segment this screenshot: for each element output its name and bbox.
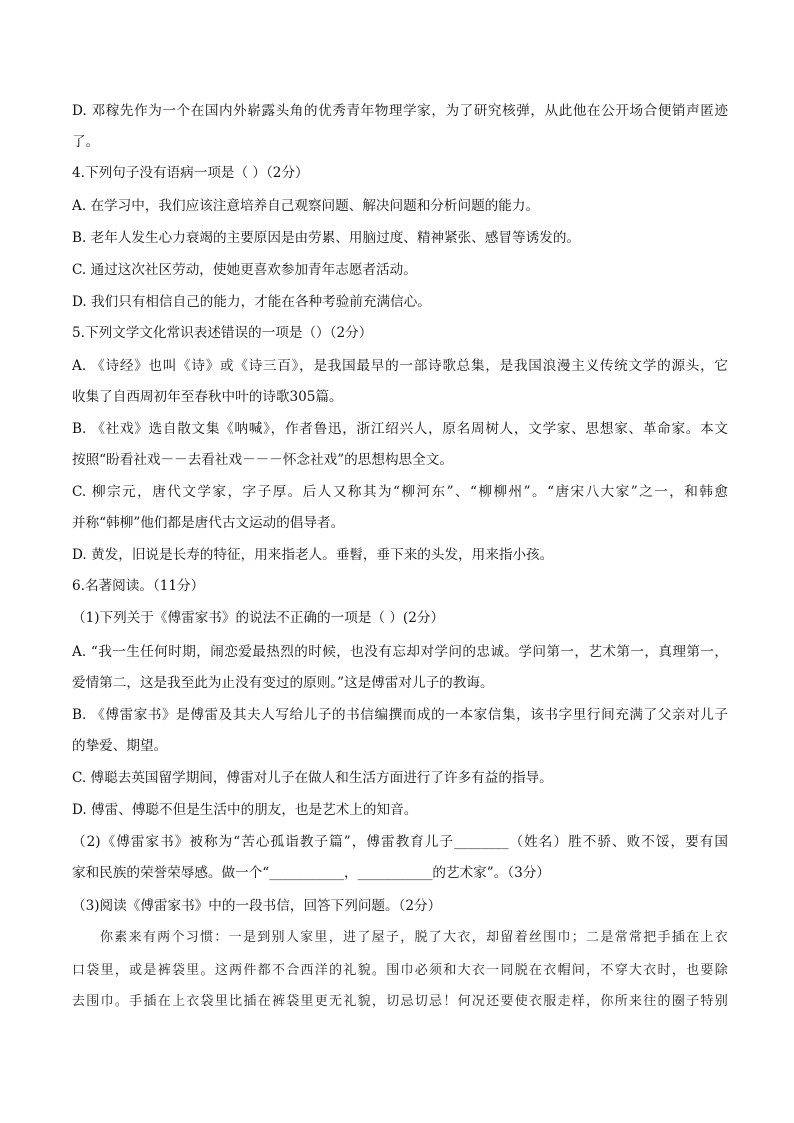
- q4-option-b: B. 老年人发生心力衰竭的主要原因是由劳累、用脑过度、精神紧张、感冒等诱发的。: [72, 230, 581, 246]
- q6-option-b-line1: B. 《傅雷家书》是傅雷及其夫人写给儿子的书信编撰而成的一本家信集，该书字里行间充满了父亲对儿子: [72, 707, 728, 723]
- q5-option-b-line2: 按照“盼看社戏－－去看社戏－－－怀念社戏”的思想构思全文。: [72, 452, 453, 468]
- q6-part3-heading: （3)阅读《傅雷家书》中的一段书信，回答下列问题。（2分）: [72, 898, 442, 914]
- q6-option-a-line1: A. “我一生任何时期，闹恋爱最热烈的时候，也没有忘却对学问的忠诚。学问第一，艺术第一，真理第一，: [72, 644, 728, 660]
- q4-option-d: D. 我们只有相信自己的能力，才能在各种考验前充满信心。: [72, 294, 431, 310]
- q6-part2-line2: 家和民族的荣誉荣辱感。做一个“___________，___________的艺术家”。（3分）: [72, 865, 550, 881]
- question-5-heading: 5.下列文学文化常识表述错误的一项是（）（2分）: [72, 325, 373, 341]
- q6-option-a-line2: 爱情第二，这是我至此为止没有变过的原则。”这是傅雷对儿子的教诲。: [72, 675, 494, 691]
- option-d-q3-line2: 了。: [72, 134, 100, 150]
- letter-excerpt-line3: 去围巾。手插在上衣袋里比插在裤袋里更无礼貌，切忌切忌！何况还要使衣服走样，你所来往的圈子特别: [72, 994, 728, 1009]
- q6-option-b-line2: 的挚爱、期望。: [72, 738, 168, 754]
- option-d-q3-line1: D. 邓稼先作为一个在国内外崭露头角的优秀青年物理学家，为了研究核弹，从此他在公开场合便销声匿迹: [72, 103, 728, 119]
- letter-excerpt-line2: 口袋里，或是裤袋里。这两件都不合西洋的礼貌。围巾必须和大衣一同脱在衣帽间，不穿大衣时，也要除: [72, 963, 728, 978]
- q4-option-c: C. 通过这次社区劳动，使她更喜欢参加青年志愿者活动。: [72, 262, 417, 278]
- q5-option-b-line1: B. 《社戏》选自散文集《呐喊》，作者鲁迅，浙江绍兴人，原名周树人，文学家、思想家、革命家。本文: [72, 421, 728, 437]
- q4-option-a: A. 在学习中，我们应该注意培养自己观察问题、解决问题和分析问题的能力。: [72, 198, 540, 214]
- q6-option-c: C. 傅聪去英国留学期间，傅雷对儿子在做人和生活方面进行了许多有益的指导。: [72, 770, 553, 786]
- question-6-heading: 6.名著阅读。（11分）: [72, 578, 205, 594]
- q5-option-a-line1: A. 《诗经》也叫《诗》或《诗三百》，是我国最早的一部诗歌总集，是我国浪漫主义传统文学的源头，它: [72, 358, 728, 374]
- q5-option-a-line2: 收集了自西周初年至春秋中叶的诗歌305篇。: [72, 389, 343, 405]
- q5-option-c-line1: C. 柳宗元，唐代文学家，字子厚。后人又称其为“柳河东”、“柳柳州”。“唐宋八大家”之一，和韩愈: [72, 484, 728, 500]
- q6-part1-heading: （1)下列关于《傅雷家书》的说法不正确的一项是（ ）(2分）: [72, 610, 445, 626]
- question-4-heading: 4.下列句子没有语病一项是（ ）（2分）: [72, 165, 309, 181]
- q6-option-d: D. 傅雷、傅聪不但是生活中的朋友，也是艺术上的知音。: [72, 802, 418, 818]
- q5-option-d: D. 黄发，旧说是长寿的特征，用来指老人。垂髫，垂下来的头发，用来指小孩。: [72, 547, 554, 563]
- letter-excerpt-line1: 你素来有两个习惯：一是到别人家里，进了屋子，脱了大衣，却留着丝围巾；二是常常把手插在上衣: [100, 930, 728, 945]
- q5-option-c-line2: 并称“韩柳”他们都是唐代古文运动的倡导者。: [72, 515, 345, 531]
- q6-part2-line1: （2)《傅雷家书》被称为“苦心孤诣教子篇”，傅雷教育儿子________（姓名）胜不骄、败不馁，要有国: [72, 834, 728, 850]
